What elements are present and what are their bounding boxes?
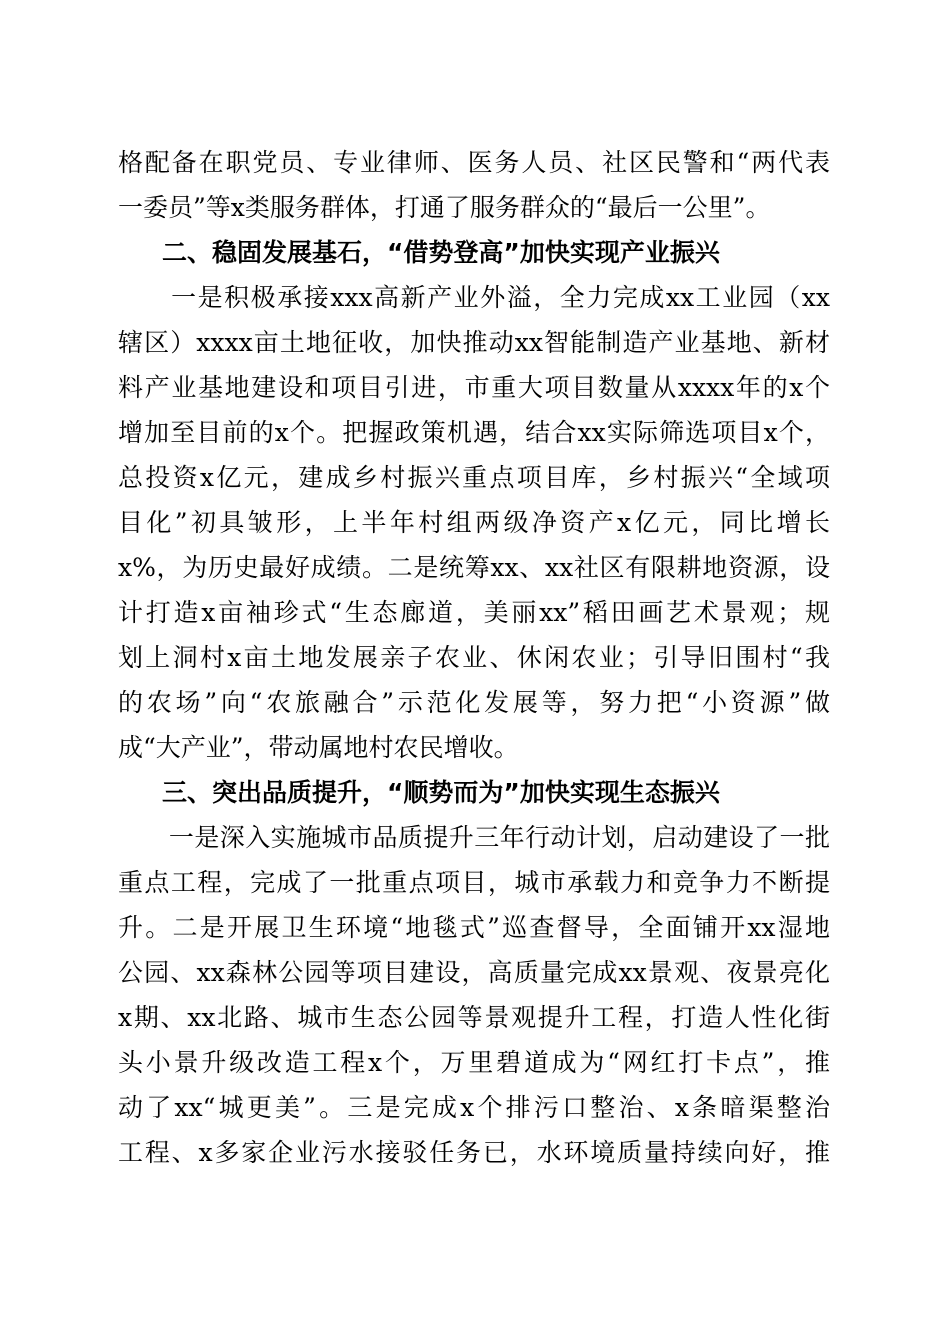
text-line: x%，为历史最好成绩。二是统筹xx、xx社区有限耕地资源，设	[118, 553, 830, 582]
text-line: 一委员”等x类服务群体，打通了服务群众的“最后一公里”。	[118, 193, 771, 222]
text-line: 增加至目前的x个。把握政策机遇，结合xx实际筛选项目x个，	[118, 418, 830, 447]
text-line: 成“大产业”，带动属地村农民增收。	[118, 733, 519, 762]
text-line: 头小景升级改造工程x个，万里碧道成为“网红打卡点”，推	[118, 1048, 830, 1077]
text-line: 格配备在职党员、专业律师、医务人员、社区民警和“两代表	[118, 148, 830, 177]
text-line: 升。二是开展卫生环境“地毯式”巡查督导，全面铺开xx湿地	[118, 913, 830, 942]
text-line: 目化”初具皱形，上半年村组两级净资产x亿元，同比增长	[118, 508, 830, 537]
section-heading-3: 三、突出品质提升，“顺势而为”加快实现生态振兴	[162, 778, 720, 807]
text-line: 划上洞村x亩土地发展亲子农业、休闲农业；引导旧围村“我	[118, 643, 830, 672]
text-line: 动了xx“城更美”。三是完成x个排污口整治、x条暗渠整治	[118, 1093, 830, 1122]
text-line: 公园、xx森林公园等项目建设，高质量完成xx景观、夜景亮化	[118, 958, 830, 987]
text-line: 一是深入实施城市品质提升三年行动计划，启动建设了一批	[118, 823, 830, 852]
text-line: 计打造x亩袖珍式“生态廊道，美丽xx”稻田画艺术景观；规	[118, 598, 830, 627]
text-line: 总投资x亿元，建成乡村振兴重点项目库，乡村振兴“全域项	[118, 463, 830, 492]
text-line: x期、xx北路、城市生态公园等景观提升工程，打造人性化街	[118, 1003, 830, 1032]
text-line: 一是积极承接xxx高新产业外溢，全力完成xx工业园（xx	[118, 283, 830, 312]
text-line: 工程、x多家企业污水接驳任务已，水环境质量持续向好，推	[118, 1138, 830, 1167]
text-line: 辖区）xxxx亩土地征收，加快推动xx智能制造产业基地、新材	[118, 328, 830, 357]
text-line: 的农场”向“农旅融合”示范化发展等，努力把“小资源”做	[118, 688, 830, 717]
text-line: 重点工程，完成了一批重点项目，城市承载力和竞争力不断提	[118, 868, 830, 897]
document-page	[118, 140, 830, 1175]
text-line: 料产业基地建设和项目引进，市重大项目数量从xxxx年的x个	[118, 373, 830, 402]
section-heading-2: 二、稳固发展基石，“借势登高”加快实现产业振兴	[162, 238, 720, 267]
